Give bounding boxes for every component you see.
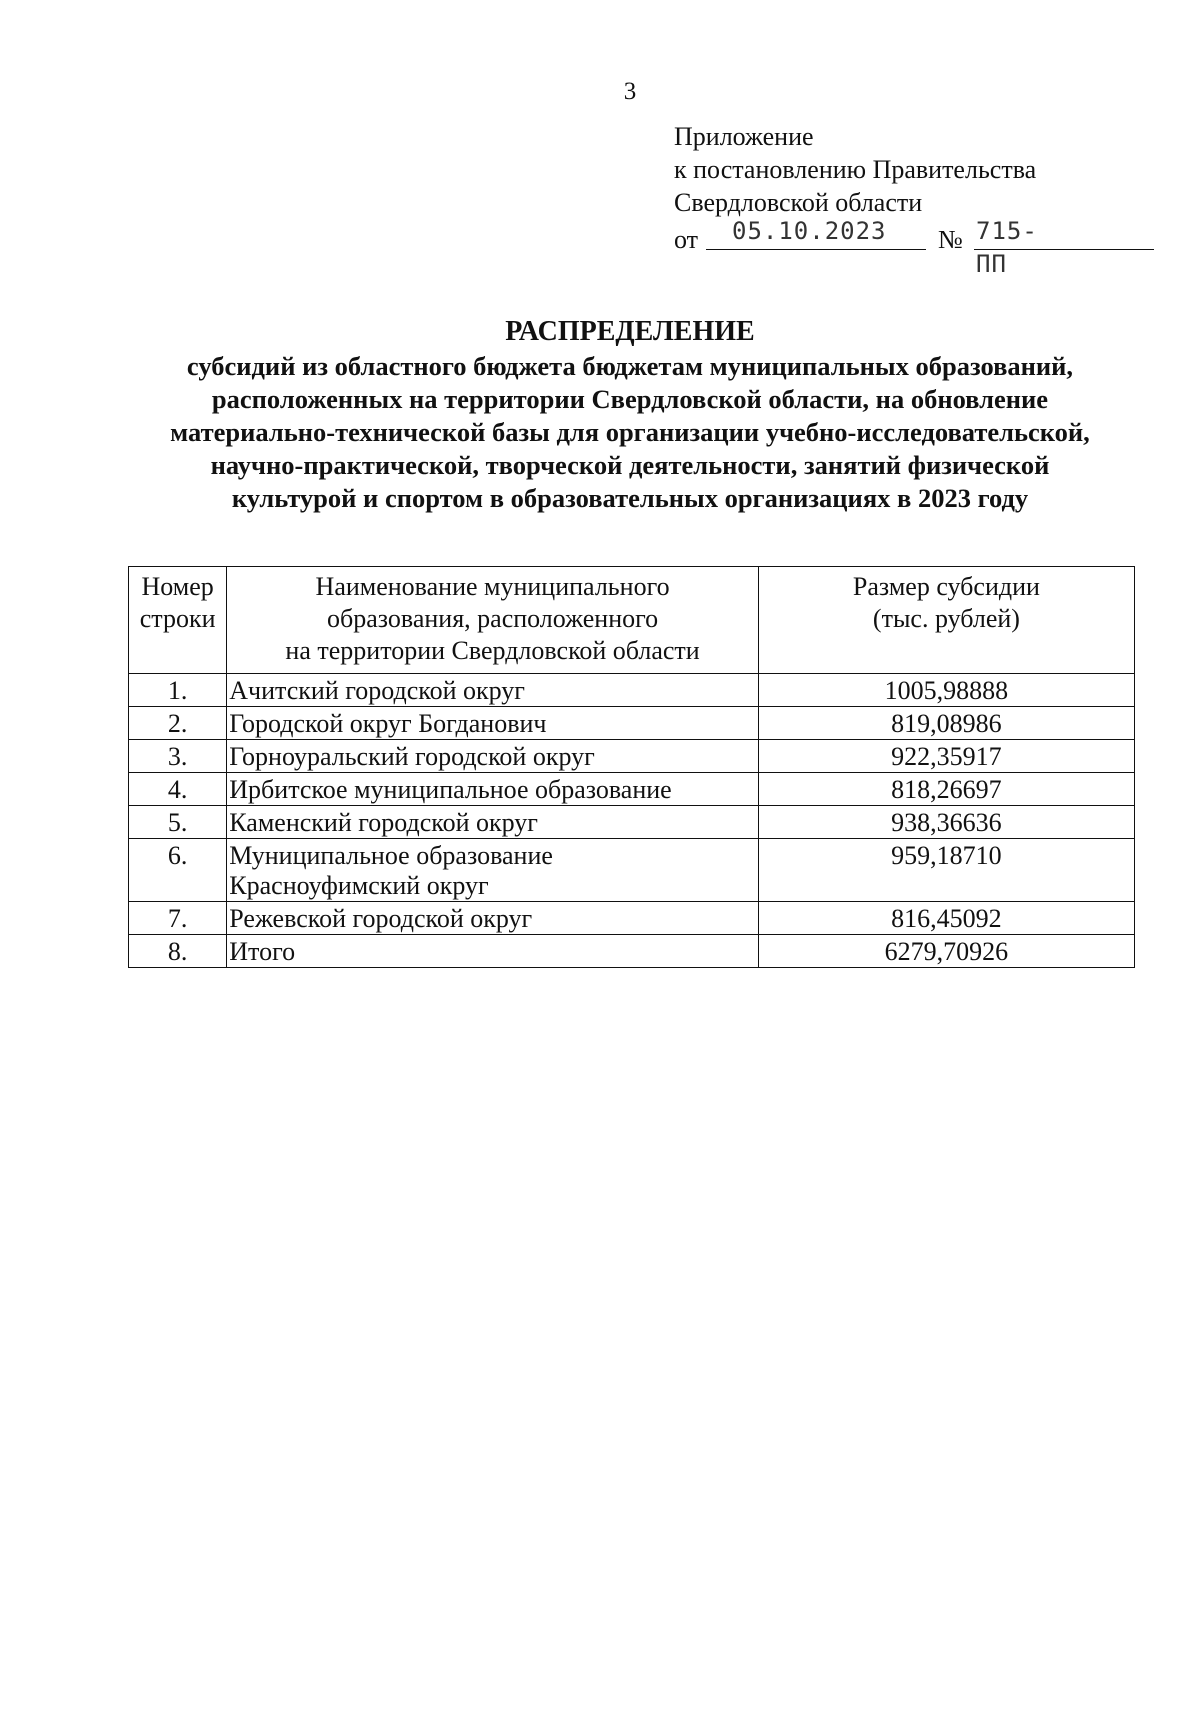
subsidy-amount: 1005,98888 [758,674,1134,707]
municipality-name-line: Муниципальное образование [229,841,553,870]
table-header-row [129,567,1135,674]
title-line-4: научно-практической, творческой деятельности, занятий физической [210,450,1050,480]
header-text: образования, расположенного [327,604,659,633]
row-number: 6. [129,839,227,902]
header-text: Размер субсидии [852,572,1040,601]
subsidy-amount: 938,36636 [758,806,1134,839]
title-line-1: субсидий из областного бюджета бюджетам муниципальных образований, [186,351,1074,381]
municipality-name-line: Красноуфимский округ [229,871,489,900]
header-row-number [129,567,227,674]
row-number: 4. [129,773,227,806]
subsidy-amount: 922,35917 [758,740,1134,773]
appendix-line-2: к постановлению Правительства [674,155,1037,184]
header-text: строки [139,604,216,633]
municipality-name [227,740,759,773]
municipality-name [227,806,759,839]
row-number: 3. [129,740,227,773]
table-row-total [129,935,1135,968]
municipality-name-line: Ачитский городской округ [229,676,525,705]
municipality-name [227,902,759,935]
decree-number: 715-ПП [976,217,1038,278]
municipality-name-line: Итого [229,937,296,966]
decree-date: 05.10.2023 [732,217,887,245]
appendix-block [674,120,1038,278]
table-row [129,806,1135,839]
municipality-name [227,674,759,707]
appendix-date-number-line [674,217,1038,278]
title-heading: РАСПРЕДЕЛЕНИЕ [505,316,755,347]
table-row [129,740,1135,773]
table-row [129,707,1135,740]
table-row [129,674,1135,707]
municipality-name-line: Горноуральский городской округ [229,742,595,771]
header-text: (тыс. рублей) [872,604,1020,633]
subsidy-amount: 959,18710 [758,839,1134,902]
row-number: 1. [129,674,227,707]
appendix-line-1: Приложение [674,122,814,151]
title-line-3: материально-технической базы для организации учебно-исследовательской, [170,417,1090,447]
number-prefix: № [938,225,963,254]
municipality-name [227,839,759,902]
subsidy-distribution-table [128,566,1135,968]
subsidy-amount: 818,26697 [758,773,1134,806]
municipality-name-line: Городской округ Богданович [229,709,547,738]
subsidy-amount: 819,08986 [758,707,1134,740]
municipality-name [227,707,759,740]
municipality-name [227,773,759,806]
municipality-name-line: Каменский городской округ [229,808,538,837]
subsidy-amount: 816,45092 [758,902,1134,935]
header-municipality [227,567,759,674]
municipality-name [227,935,759,968]
row-number: 8. [129,935,227,968]
header-subsidy-amount [758,567,1134,674]
header-text: Номер [141,572,214,601]
table-row [129,773,1135,806]
document-title [120,314,1140,515]
title-line-5: культурой и спортом в образовательных организациях в 2023 году [231,483,1029,513]
table-row [129,902,1135,935]
row-number: 2. [129,707,227,740]
title-line-2: расположенных на территории Свердловской области, на обновление [211,384,1049,414]
appendix-line-3: Свердловской области [674,188,923,217]
municipality-name-line: Режевской городской округ [229,904,533,933]
page-number: 3 [623,78,637,105]
municipality-name-line: Ирбитское муниципальное образование [229,775,672,804]
header-text: на территории Свердловской области [285,636,700,665]
row-number: 7. [129,902,227,935]
table-row [129,839,1135,902]
subsidy-amount: 6279,70926 [758,935,1134,968]
row-number: 5. [129,806,227,839]
header-text: Наименование муниципального [315,572,670,601]
date-prefix: от [674,225,699,254]
